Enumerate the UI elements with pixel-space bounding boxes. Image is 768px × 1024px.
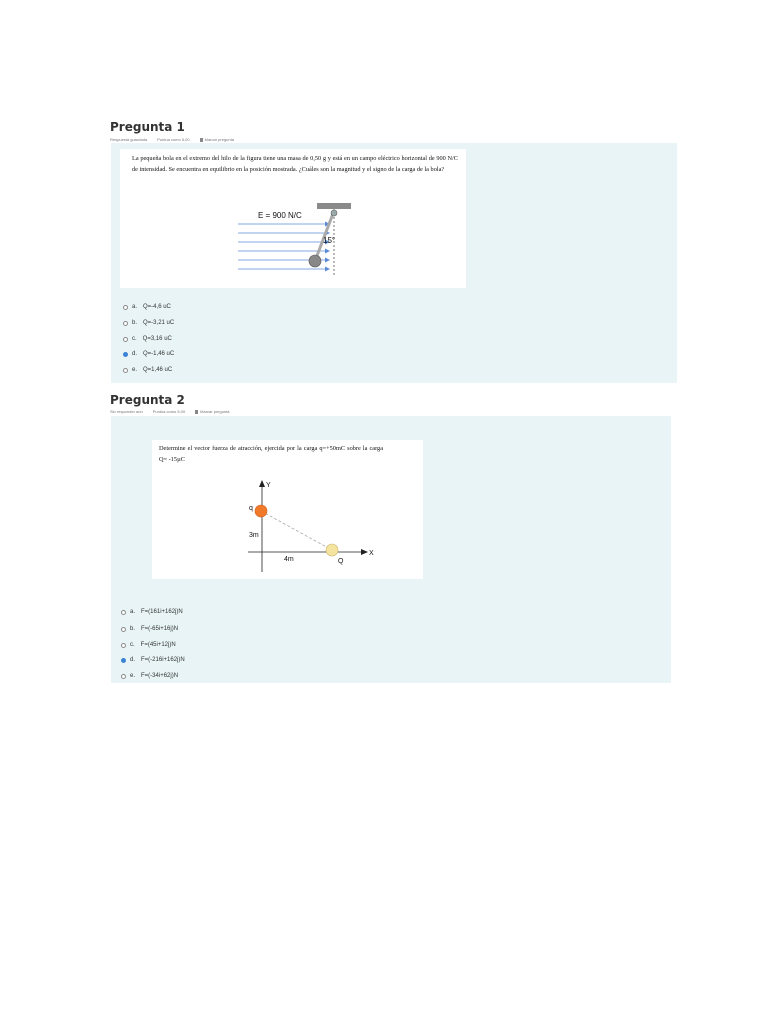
angle-label: 15°	[323, 236, 336, 245]
field-label: E = 900 N/C	[258, 211, 302, 220]
question-1-flag[interactable]	[200, 137, 234, 142]
question-1-figure	[120, 149, 466, 288]
radio-button[interactable]	[121, 643, 126, 648]
question-1-status: Respuesta guardada	[110, 137, 148, 142]
charge-Q	[326, 544, 338, 556]
option-letter: a.	[132, 304, 138, 310]
q1-option-d[interactable]	[123, 349, 174, 359]
distance-line	[261, 511, 332, 550]
question-2-score: Puntúa como 5,00	[152, 409, 186, 414]
question-1-title: Pregunta 1	[110, 120, 185, 134]
radio-button[interactable]	[123, 321, 128, 326]
q1-option-a[interactable]	[123, 302, 171, 312]
ball	[309, 255, 321, 267]
option-letter: e.	[132, 367, 138, 373]
flag-icon	[195, 410, 198, 414]
option-letter: c.	[130, 642, 135, 648]
option-text: F=(-34i+62j)N	[141, 673, 179, 679]
question-1-meta	[110, 137, 234, 142]
option-text: F=(161i+162j)N	[141, 609, 183, 615]
radio-button[interactable]	[121, 627, 126, 632]
q2-option-a[interactable]	[121, 607, 183, 617]
question-1-card	[120, 149, 466, 288]
option-text: Q=-4,6 uC	[143, 304, 171, 310]
question-2-text: Determine el vector fuerza de atracción, ejercida por la carga q=+50mC sobre la carga Q= -15µC	[159, 445, 383, 463]
option-text: F=(-216i+162j)N	[141, 657, 185, 663]
q2-option-d[interactable]	[121, 655, 185, 665]
option-letter: d.	[130, 657, 136, 663]
option-text: Q=3,16 uC	[142, 336, 172, 342]
option-letter: a.	[130, 609, 136, 615]
question-2-meta	[110, 409, 230, 414]
question-2-flag[interactable]	[195, 409, 229, 414]
option-text: Q=-3,21 uC	[143, 320, 175, 326]
q2-option-e[interactable]	[121, 671, 178, 681]
question-1-panel	[111, 143, 677, 383]
pivot	[331, 210, 337, 216]
y-axis-label: Y	[266, 482, 271, 489]
radio-button[interactable]	[123, 368, 128, 373]
option-text: F=(45i+12j)N	[140, 642, 176, 648]
radio-button-selected[interactable]	[121, 658, 126, 663]
question-2-title: Pregunta 2	[110, 393, 185, 407]
question-2-panel	[111, 416, 671, 683]
y-axis-arrow-icon	[259, 480, 265, 487]
ceiling	[317, 203, 351, 209]
q2-option-c[interactable]	[121, 640, 176, 650]
x-axis-arrow-icon	[361, 549, 368, 555]
option-letter: b.	[130, 626, 136, 632]
q2-option-b[interactable]	[121, 624, 178, 634]
question-2-status: Sin responder aún	[110, 409, 143, 414]
charge-q	[255, 505, 267, 517]
question-1-text: La pequeña bola en el extremo del hilo de la figura tiene una masa de 0,50 g y está en un campo eléctrico horizontal de 900 N/C de intensidad. Se encuentra en equilibrio en la posición mostrada. ¿Cuáles son la magnitud y el signo de la carga de la bola?	[132, 155, 458, 173]
flag-icon	[200, 138, 203, 142]
flag-label: Marcar pregunta	[204, 137, 234, 142]
q-label: q	[249, 505, 253, 512]
option-text: Q=1,46 uC	[143, 367, 173, 373]
q1-option-e[interactable]	[123, 365, 172, 375]
option-letter: d.	[132, 351, 138, 357]
radio-button[interactable]	[123, 305, 128, 310]
q1-option-b[interactable]	[123, 318, 174, 328]
option-letter: c.	[132, 336, 137, 342]
question-2-figure	[152, 440, 423, 579]
radio-button[interactable]	[123, 337, 128, 342]
q1-option-c[interactable]	[123, 334, 172, 344]
question-2-card	[152, 440, 423, 579]
distance-y-label: 3m	[249, 532, 259, 539]
option-text: Q=-1,46 uC	[143, 351, 175, 357]
radio-button[interactable]	[121, 674, 126, 679]
option-text: F=(-65i+16j)N	[141, 626, 179, 632]
flag-label: Marcar pregunta	[200, 409, 230, 414]
question-1-score: Puntúa como 5,00	[157, 137, 190, 142]
distance-x-label: 4m	[284, 556, 294, 563]
Q-label: Q	[338, 558, 344, 565]
x-axis-label: X	[369, 550, 374, 557]
option-letter: e.	[130, 673, 136, 679]
radio-button-selected[interactable]	[123, 352, 128, 357]
radio-button[interactable]	[121, 610, 126, 615]
option-letter: b.	[132, 320, 138, 326]
